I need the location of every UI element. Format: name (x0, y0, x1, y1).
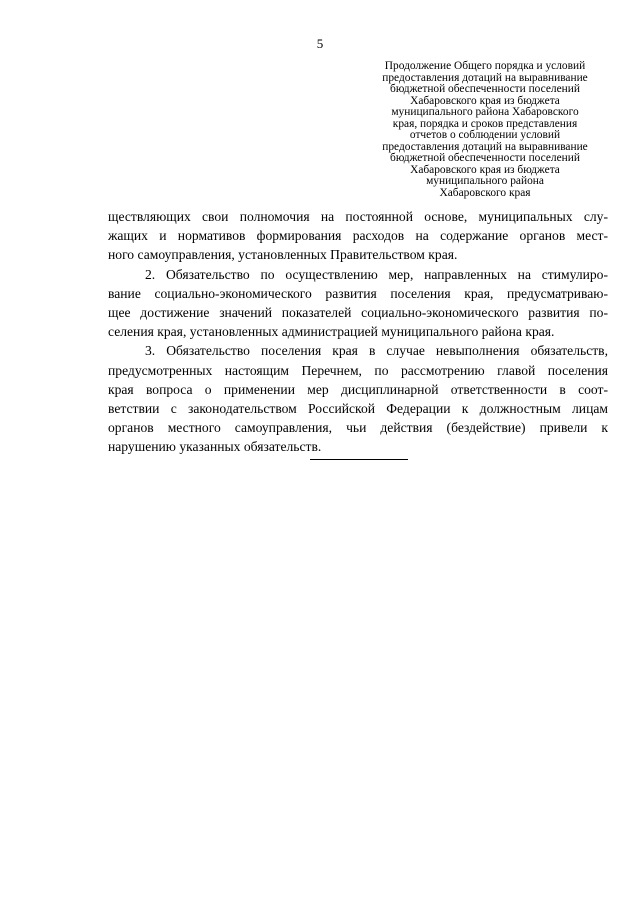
paragraph-continuation (108, 207, 608, 265)
header-note-line: бюджетной обеспеченности поселений (390, 152, 580, 164)
page-number: 5 (316, 36, 324, 51)
paragraph-3 (108, 341, 608, 456)
text-line: щее достижение значений показателей социально-экономического развития по- (108, 304, 608, 320)
header-note-line: предоставления дотаций на выравнивание (382, 71, 588, 84)
header-note-line: муниципального района (426, 175, 544, 187)
text-line: ного самоуправления, установленных Правительством края. (108, 247, 458, 263)
text-line: 2. Обязательство по осуществлению мер, направленных на стимулиро- (145, 266, 608, 282)
header-note (356, 61, 614, 199)
paragraph-2 (108, 265, 608, 342)
text-line: органов местного самоуправления, чьи действия (бездействие) привели к (108, 420, 608, 436)
header-note-line: Хабаровского края (439, 186, 531, 199)
header-note-line: Хабаровского края из бюджета (410, 163, 560, 176)
text-line: селения края, установленных администрацией муниципального района края. (108, 324, 555, 340)
end-separator-line (310, 459, 408, 460)
text-line: нарушению указанных обязательств. (108, 439, 322, 455)
text-line: 3. Обязательство поселения края в случае невыполнения обязательств, (145, 343, 608, 359)
header-note-line: предоставления дотаций на выравнивание (382, 140, 588, 153)
text-line: жащих и нормативов формирования расходов на содержание органов мест- (108, 228, 608, 244)
text-line: ветствии с законодательством Российской Федерации к должностным лицам (108, 400, 608, 416)
header-note-line: края, порядка и сроков представления (392, 117, 578, 130)
header-note-line: Продолжение Общего порядка и условий (384, 60, 586, 72)
header-note-line: бюджетной обеспеченности поселений (390, 83, 580, 95)
header-note-line: Хабаровского края из бюджета (410, 94, 560, 107)
header-note-line: муниципального района Хабаровского (391, 106, 579, 118)
text-line: вание социально-экономического развития поселения края, предусматриваю- (108, 285, 608, 301)
text-line: ществляющих свои полномочия на постоянной основе, муниципальных слу- (108, 209, 608, 224)
document-body (108, 207, 608, 456)
header-note-line: отчетов о соблюдении условий (409, 129, 561, 141)
text-line: края вопроса о применении мер дисциплинарной ответственности в соот- (108, 381, 608, 397)
text-line: предусмотренных настоящим Перечнем, по рассмотрению главой поселения (108, 362, 608, 378)
